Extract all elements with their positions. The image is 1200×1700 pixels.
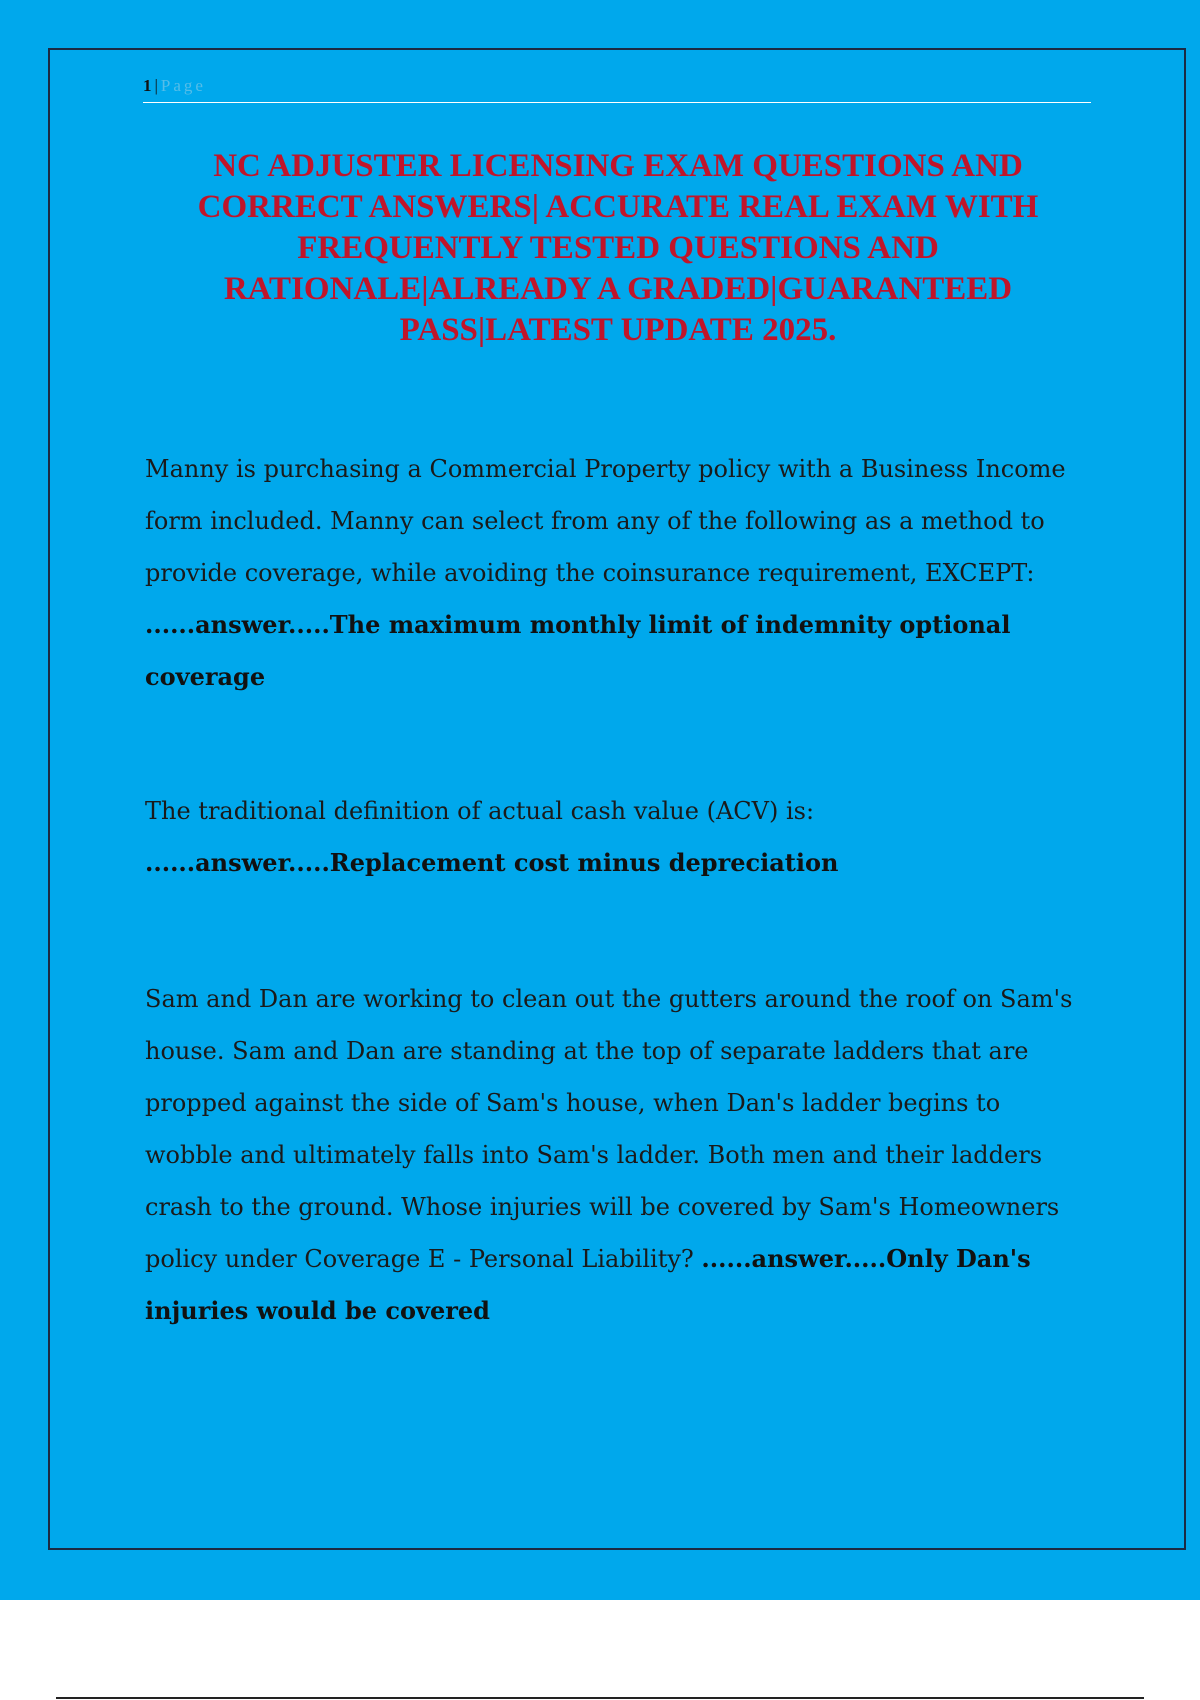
qa-item-2 xyxy=(145,785,1085,889)
page-number: 1 xyxy=(143,76,152,95)
question-text: The traditional definition of actual cash value (ACV) is: xyxy=(145,797,815,825)
page-label: Page xyxy=(160,76,206,95)
page-header xyxy=(143,74,1091,103)
answer-text: ......answer.....Only Dan's injuries would be covered xyxy=(145,1244,1031,1325)
question-text: Manny is purchasing a Commercial Property policy with a Business Income form included. Manny can select from any of the following as a method to provide coverage, while avoiding the coinsurance requirement, EXCEPT: xyxy=(145,455,1066,587)
answer-text: ......answer.....The maximum monthly limit of indemnity optional coverage xyxy=(145,610,1011,691)
qa-item-3 xyxy=(145,973,1085,1337)
next-page-top-rule xyxy=(56,1697,1144,1699)
question-text: Sam and Dan are working to clean out the gutters around the roof on Sam's house. Sam and Dan are standing at the top of separate ladders that are propped against the side of Sam's house, when Dan's ladder begins to wobble and ultimately falls into Sam's ladder. Both men and their ladders crash to the ground. Whose injuries will be covered by Sam's Homeowners policy under Coverage E - Personal Liability? xyxy=(145,985,1073,1273)
qa-item-1 xyxy=(145,443,1085,703)
answer-text: ......answer.....Replacement cost minus depreciation xyxy=(145,848,839,877)
document-title: NC ADJUSTER LICENSING EXAM QUESTIONS AND CORRECT ANSWERS| ACCURATE REAL EXAM WITH FREQUENTLY TESTED QUESTIONS AND RATIONALE|ALREADY A GRADED|GUARANTEED PASS|LATEST UPDATE 2025. xyxy=(197,148,1039,348)
page-header-separator: | xyxy=(154,76,158,95)
